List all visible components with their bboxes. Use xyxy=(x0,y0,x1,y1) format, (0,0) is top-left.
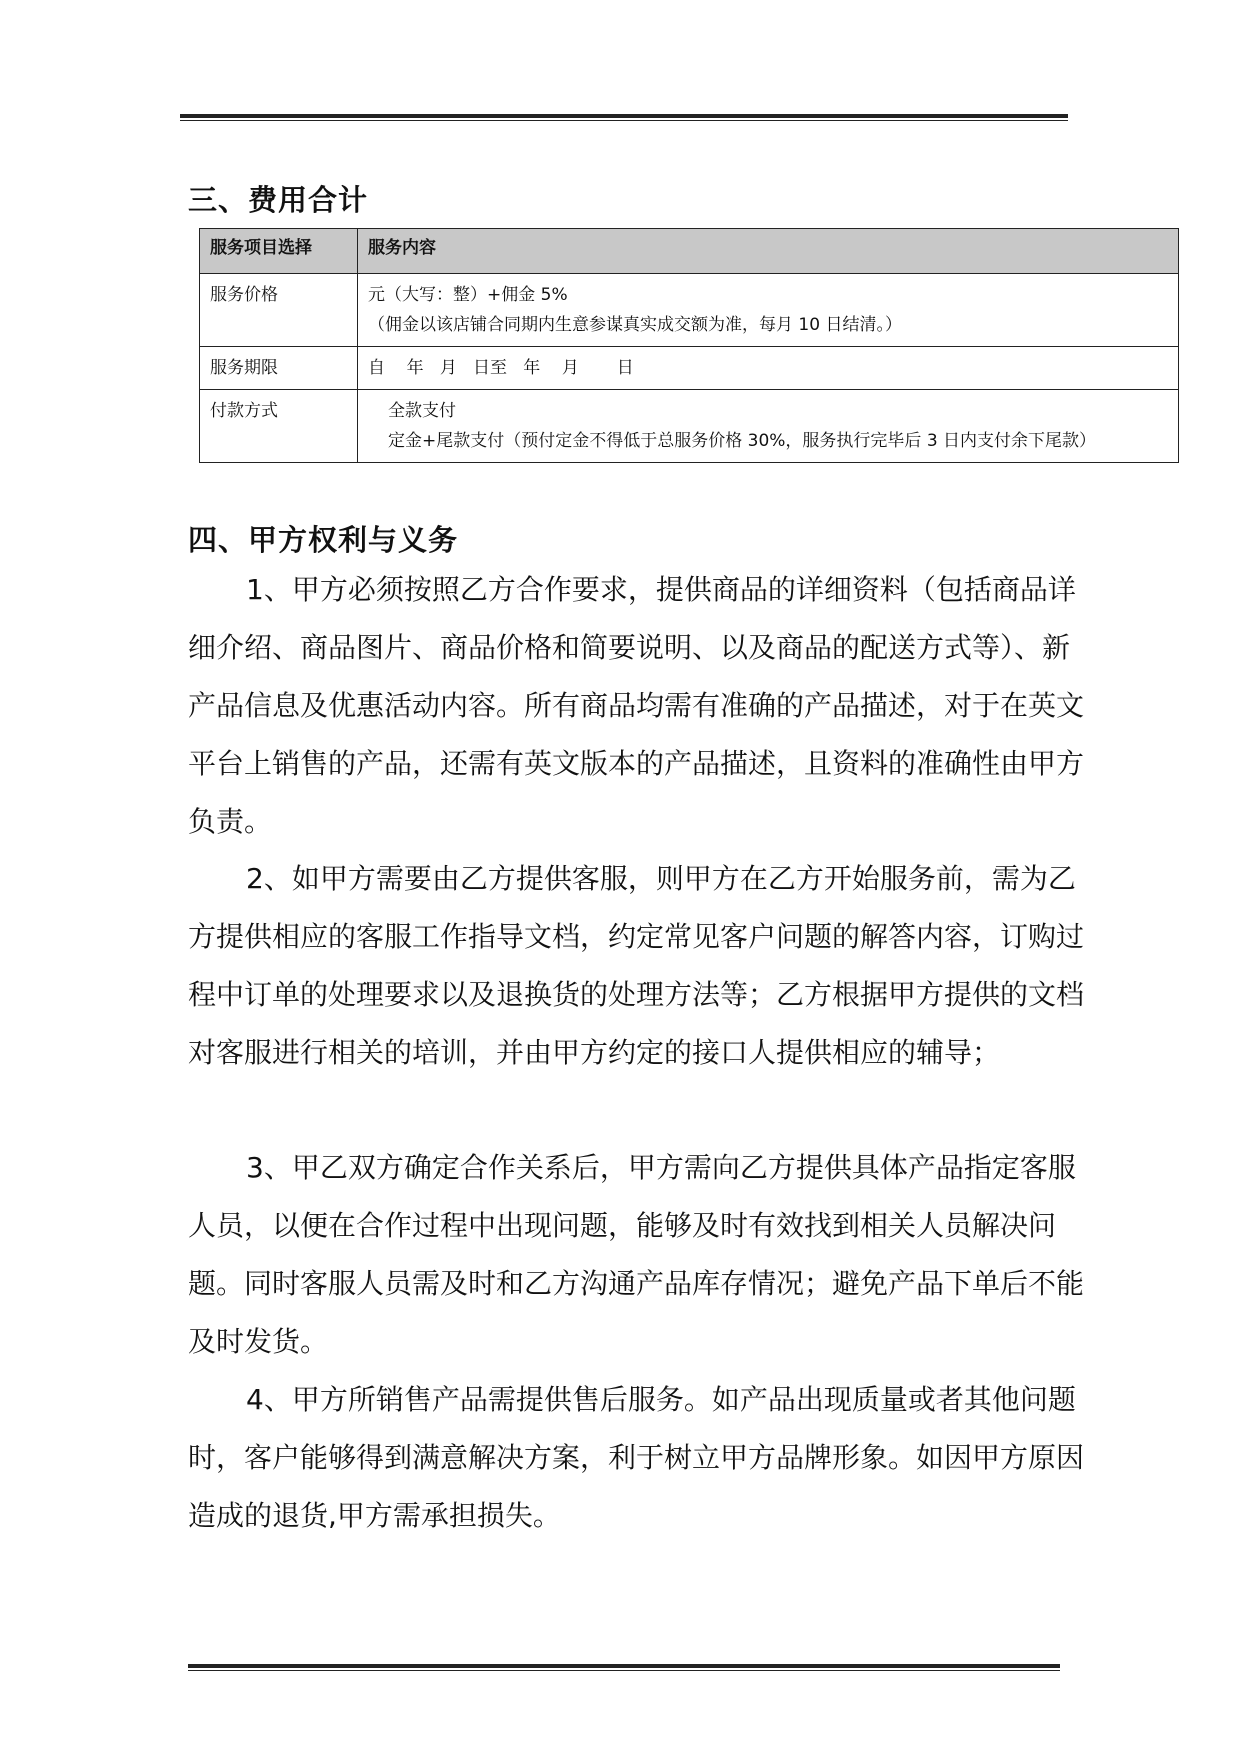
table-row-service-period xyxy=(200,347,1179,390)
price-line: 元（大写：整）+佣金 5% xyxy=(368,285,568,305)
fee-table xyxy=(199,228,1179,463)
table-row-service-price xyxy=(200,274,1179,347)
column-header-service-item: 服务项目选择 xyxy=(200,229,358,274)
row-content xyxy=(358,274,1179,347)
obligation-paragraph-4: 4、甲方所销售产品需提供售后服务。如产品出现质量或者其他问题时，客户能够得到满意解决方案，利于树立甲方品牌形象。如因甲方原因造成的退货,甲方需承担损失。 xyxy=(188,1383,1085,1532)
row-label: 服务价格 xyxy=(200,274,358,347)
commission-note: （佣金以该店铺合同期内生意参谋真实成交额为准，每月 10 日结清。） xyxy=(368,315,902,335)
section-3-heading: 三、费用合计 xyxy=(188,183,369,217)
period-line: 自 年 月 日至 年 月 日 xyxy=(368,358,634,378)
column-header-service-content: 服务内容 xyxy=(358,229,1179,274)
table-row-payment-method xyxy=(200,390,1179,463)
obligation-paragraph-2: 2、如甲方需要由乙方提供客服，则甲方在乙方开始服务前，需为乙方提供相应的客服工作指导文档，约定常见客户问题的解答内容，订购过程中订单的处理要求以及退换货的处理方法等；乙方根据甲方提供的文档对客服进行相关的培训，并由甲方约定的接口人提供相应的辅导； xyxy=(188,862,1085,1069)
obligation-paragraph-3: 3、甲乙双方确定合作关系后，甲方需向乙方提供具体产品指定客服人员，以便在合作过程中出现问题，能够及时有效找到相关人员解决问题。同时客服人员需及时和乙方沟通产品库存情况；避免产品下单后不能及时发货。 xyxy=(188,1151,1085,1358)
payment-option-full: 全款支付 xyxy=(388,401,456,421)
row-content xyxy=(358,390,1179,463)
payment-option-deposit: 定金+尾款支付（预付定金不得低于总服务价格 30%，服务执行完毕后 3 日内支付余下尾款） xyxy=(388,431,1097,451)
row-content xyxy=(358,347,1179,390)
obligation-paragraph-1: 1、甲方必须按照乙方合作要求，提供商品的详细资料（包括商品详细介绍、商品图片、商品价格和简要说明、以及商品的配送方式等）、新产品信息及优惠活动内容。所有商品均需有准确的产品描述，对于在英文平台上销售的产品，还需有英文版本的产品描述，且资料的准确性由甲方负责。 xyxy=(188,573,1085,838)
row-label: 服务期限 xyxy=(200,347,358,390)
section-4-heading: 四、甲方权利与义务 xyxy=(188,523,459,557)
fee-table-header-row xyxy=(200,229,1179,274)
row-label: 付款方式 xyxy=(200,390,358,463)
